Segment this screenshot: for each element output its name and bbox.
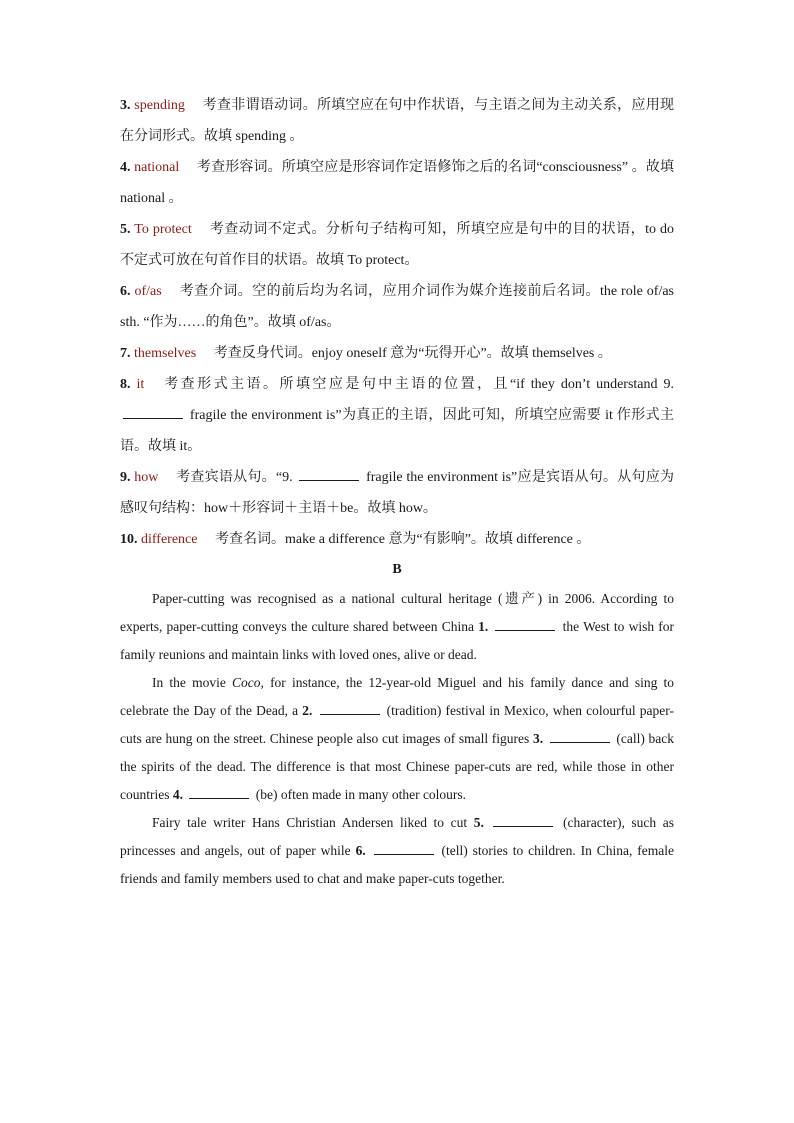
blank-number: 3. bbox=[532, 731, 544, 746]
answer-word: difference bbox=[141, 532, 198, 547]
answer-item bbox=[120, 369, 674, 462]
document-page bbox=[120, 90, 674, 893]
answer-item bbox=[120, 462, 674, 524]
answer-explanation: 考查形式主语。所填空应是句中主语的位置，且“if they don’t understand 9. bbox=[164, 377, 674, 392]
answer-word: To protect bbox=[134, 222, 192, 237]
answer-explanation: 考查动词不定式。分析句子结构可知，所填空应是句中的目的状语，to do 不定式可放在句首作目的状语。故填 To protect。 bbox=[120, 222, 675, 268]
passage-text: (call) back the spirits of the dead. The difference is that most Chinese paper-cuts are red, while those in other countries bbox=[120, 731, 675, 802]
passage-paragraph bbox=[120, 809, 674, 893]
fill-in-blank bbox=[123, 406, 183, 419]
blank-number: 2. bbox=[302, 703, 313, 718]
fill-in-blank bbox=[320, 702, 380, 715]
passage-paragraph bbox=[120, 669, 674, 809]
answer-number: 9. bbox=[120, 470, 131, 485]
answer-word: national bbox=[134, 160, 180, 175]
answer-word: themselves bbox=[134, 346, 197, 361]
answer-number: 8. bbox=[120, 377, 131, 392]
answer-explanation: 考查形容词。所填空应是形容词作定语修饰之后的名词“consciousness” 。故填 national 。 bbox=[120, 160, 675, 206]
blank-number: 4. bbox=[172, 787, 183, 802]
answer-explanation: 考查非谓语动词。所填空应在句中作状语，与主语之间为主动关系，应用现在分词形式。故填 spending 。 bbox=[120, 98, 675, 144]
answer-item bbox=[120, 152, 674, 214]
answer-item bbox=[120, 214, 674, 276]
answer-number: 7. bbox=[120, 346, 131, 361]
fill-in-blank bbox=[550, 730, 610, 743]
passage-text: (tradition) festival in Mexico, when colourful paper-cuts are hung on the street. Chinese people also cut images of small figures bbox=[120, 703, 674, 746]
answer-explanation: 考查反身代词。enjoy oneself 意为“玩得开心”。故填 themselves 。 bbox=[213, 346, 612, 361]
passage-text: for instance, the 12-year-old Miguel and his family dance and sing to celebrate the Day of the Dead, a bbox=[120, 675, 675, 718]
answer-item bbox=[120, 90, 674, 152]
movie-title: Coco, bbox=[232, 675, 264, 690]
section-heading: B bbox=[392, 562, 402, 577]
answer-item bbox=[120, 276, 674, 338]
answer-number: 6. bbox=[120, 284, 131, 299]
fill-in-blank bbox=[495, 618, 555, 631]
answer-explanation-cont: fragile the environment is”应是宾语从句。从句应为感叹句结构：how＋形容词＋主语＋be。故填 how。 bbox=[120, 470, 674, 516]
answer-number: 4. bbox=[120, 160, 131, 175]
answer-word: it bbox=[136, 377, 145, 392]
answer-item bbox=[120, 338, 674, 369]
passage-paragraph bbox=[120, 585, 674, 669]
passage-text: (tell) stories to children. In China, female friends and family members used to chat and make paper-cuts together. bbox=[120, 843, 675, 886]
passage-text: Fairy tale writer Hans Christian Andersen liked to cut bbox=[152, 815, 474, 830]
answer-word: spending bbox=[134, 98, 185, 113]
answer-word: how bbox=[134, 470, 159, 485]
answer-number: 5. bbox=[120, 222, 131, 237]
fill-in-blank bbox=[299, 468, 359, 481]
answer-explanation: 考查名词。make a difference 意为“有影响”。故填 difference 。 bbox=[214, 532, 591, 547]
answer-explanation: 考查介词。空的前后均为名词，应用介词作为媒介连接前后名词。the role of/as sth. “作为……的角色”。故填 of/as。 bbox=[120, 284, 675, 330]
answer-number: 3. bbox=[120, 98, 131, 113]
blank-number: 6. bbox=[355, 843, 366, 858]
passage-text: the West to wish for family reunions and maintain links with loved ones, alive or dead. bbox=[120, 619, 675, 662]
passage-text: (character), such as princesses and angels, out of paper while bbox=[120, 815, 675, 858]
passage-text: In the movie bbox=[152, 675, 233, 690]
passage-text: (be) often made in many other colours. bbox=[252, 787, 467, 802]
answer-word: of/as bbox=[134, 284, 162, 299]
answer-explanation-cont: fragile the environment is”为真正的主语，因此可知，所填空应需要 it 作形式主语。故填 it。 bbox=[120, 408, 674, 454]
blank-number: 1. bbox=[478, 619, 489, 634]
blank-number: 5. bbox=[473, 815, 484, 830]
fill-in-blank bbox=[374, 842, 434, 855]
answer-item bbox=[120, 524, 674, 555]
passage-text: Paper-cutting was recognised as a national cultural heritage (遗产) in 2006. According to experts, paper-cutting conveys the culture shared between China bbox=[120, 591, 674, 634]
answer-explanation: 考查宾语从句。“9. bbox=[176, 470, 293, 485]
fill-in-blank bbox=[189, 786, 249, 799]
fill-in-blank bbox=[493, 814, 553, 827]
answer-number: 10. bbox=[120, 532, 138, 547]
